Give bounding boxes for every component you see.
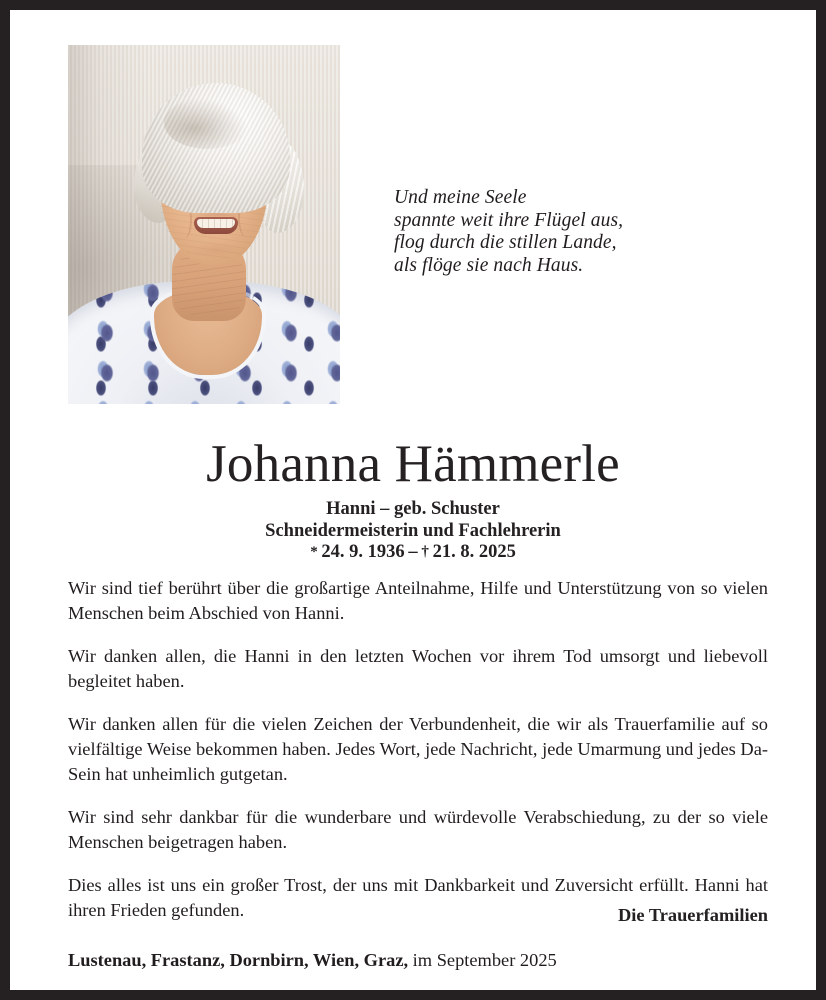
paragraph: Wir danken allen, die Hanni in den letzten Wochen vor ihrem Tod umsorgt und liebevoll begleitet haben. [68, 646, 768, 691]
deceased-nickname: Hanni – geb. Schuster [326, 499, 500, 519]
death-date: 21. 8. 2025 [432, 542, 516, 562]
death-symbol: † [421, 544, 429, 560]
paragraph: Wir sind sehr dankbar für die wunderbare und würdevolle Verabschiedung, zu der so viele Menschen beigetragen haben. [68, 807, 768, 852]
deceased-profession: Schneidermeisterin und Fachlehrerin [265, 520, 561, 541]
photo-hair-roots [164, 97, 250, 149]
obituary-notice [10, 10, 816, 990]
poem-line-4: als flöge sie nach Haus. [394, 254, 584, 276]
photo-chin [192, 241, 240, 259]
places-list: Lustenau, Frastanz, Dornbirn, Wien, Graz, [68, 950, 409, 970]
poem-line-3: flog durch die stillen Lande, [394, 232, 617, 253]
paragraph: Dies alles ist uns ein großer Trost, der uns mit Dankbarkeit und Zuversicht erfüllt. Hanni hat ihren Frieden gefunden. [68, 875, 768, 920]
deceased-dates [10, 542, 816, 564]
date-separator: – [408, 542, 418, 562]
memorial-poem [394, 187, 694, 277]
deceased-name: Johanna Hämmerle [206, 435, 620, 493]
deceased-subtitle [10, 499, 816, 564]
paragraph: Wir sind tief berührt über die großartige Anteilnahme, Hilfe und Unterstützung von so vielen Menschen beim Abschied von Hanni. [68, 578, 768, 623]
photo-teeth [197, 219, 235, 228]
publication-date: im September 2025 [408, 950, 557, 970]
paragraph: Wir danken allen für die vielen Zeichen der Verbundenheit, die wir als Trauerfamilie auf so vielfältige Weise bekommen haben. Jedes Wort, jede Nachricht, jede Umarmung und jedes Da-Sein hat unheimlich gutgetan. [68, 714, 768, 784]
poem-line-2: spannte weit ihre Flügel aus, [394, 209, 624, 231]
portrait-photo [68, 45, 340, 404]
obituary-body [68, 576, 768, 923]
places-and-date [68, 950, 768, 971]
signature-line: Die Trauerfamilien [618, 905, 768, 925]
birth-date: 24. 9. 1936 [321, 542, 405, 562]
birth-symbol: * [310, 544, 318, 560]
poem-line-1: Und meine Seele [394, 187, 527, 208]
